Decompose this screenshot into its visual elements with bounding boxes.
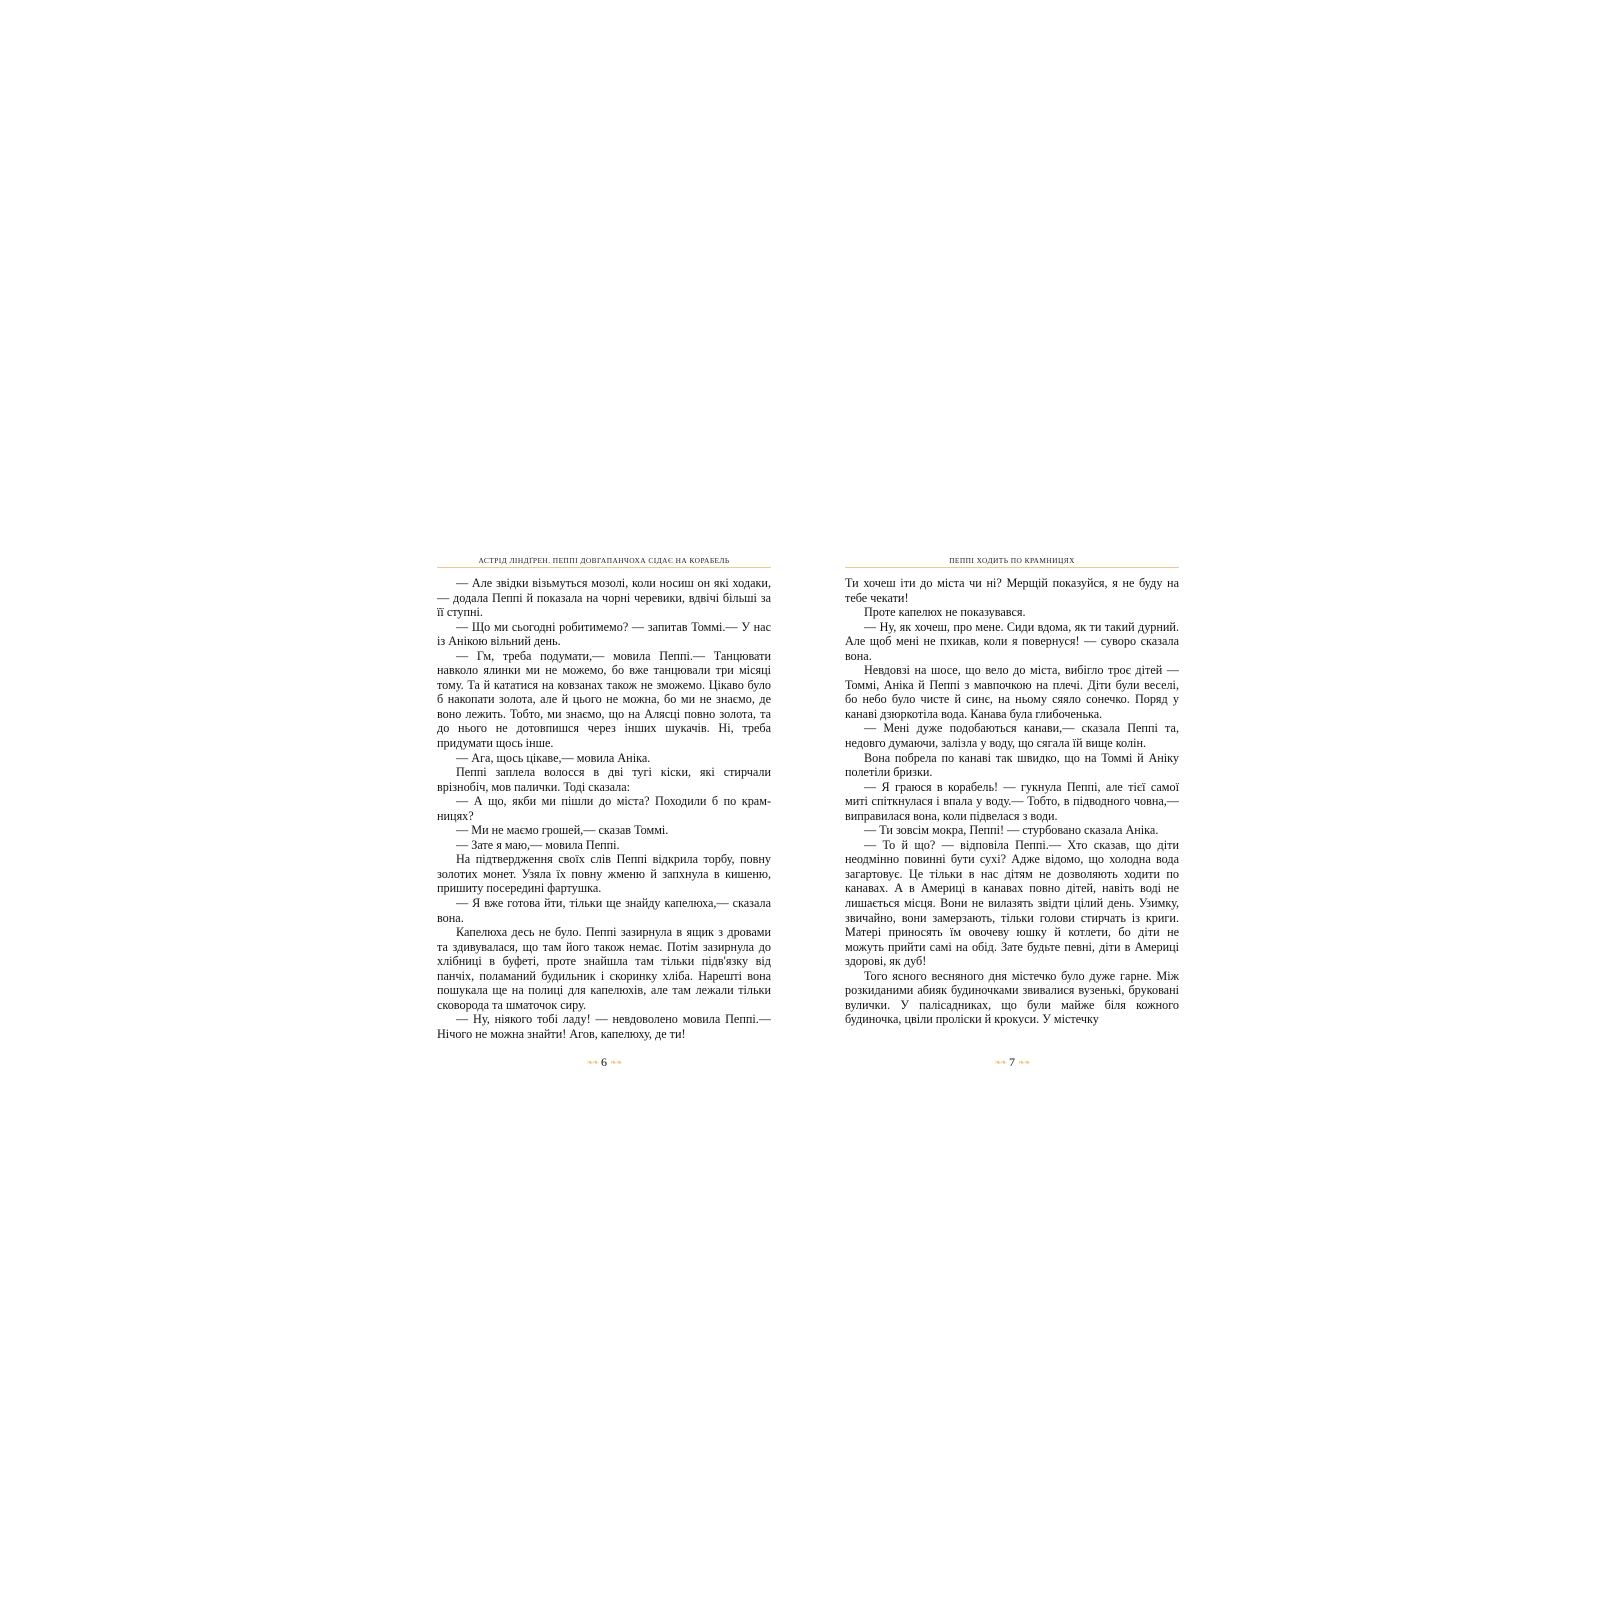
- paragraph: — Ага, щось цікаве,— мовила Аніка.: [456, 750, 651, 765]
- paragraph: — Гм, треба подумати,— мовила Пеппі.— Танцювати навколо ялинки ми не можемо, бо вже танцювали три місяці тому. Та й кататися на ковзанах також не зможемо. Цікаво було б накопати золота, але й цього не можна, бо ми не знаємо, де воно лежить. Тобто, ми знаємо, що на Алясці повно золота, та до нього не дотовпишся через інших шукачів. Ні, треба придумати щось інше.: [437, 648, 771, 751]
- paragraph: Невдовзі на шосе, що вело до міста, вибігло троє дітей — Томмі, Аніка й Пеппі з мавпочкою на плечі. Діти були веселі, бо небо було чисте й синє, на ньому сяяло сонечко. Поряд у канаві дзюркотіла вода. Канава була глибоченька.: [845, 663, 1179, 721]
- paragraph: Вона побрела по канаві так швидко, що на Томмі й Аніку полетіли бризки.: [845, 750, 1179, 780]
- body-text-right: [845, 576, 1179, 1027]
- leaf-ornament-icon: ❧❧: [610, 1058, 622, 1067]
- paragraph: Того ясного весняного дня містечко було дуже гарне. Між розкиданими абияк будиночками звивалися вузенькі, бруковані вулички. У палісадниках, що були майже біля кожного будиночка, цвіли проліски й крокуси. У містечку: [845, 968, 1179, 1027]
- paragraph: — Зате я маю,— мовила Пеппі.: [456, 837, 620, 852]
- paragraph: — Ну, як хочеш, про мене. Сиди вдома, як ти такий дурний. Але щоб мені не пхикав, коли я повернуся! — суворо сказала вона.: [845, 619, 1179, 663]
- paragraph: — Ну, ніякого тобі ладу! — невдоволено мовила Пеппі.— Нічого не можна знайти! Агов, капелюху, де ти!: [437, 1012, 771, 1041]
- paragraph: — Я граюся в корабель! — гукнула Пеппі, але тієї самої миті спіткнулася і впала у воду.— Тобто, в підводного човна,— виправилася вона, коли підвелася з води.: [845, 779, 1179, 823]
- left-page: [437, 556, 771, 1069]
- paragraph: — Що ми сьогодні робитимемо? — запитав Томмі.— У нас із Анікою вільний день.: [437, 619, 771, 649]
- paragraph: — То й що? — відповіла Пеппі.— Хто сказав, що діти неодмінно повинні бути сухі? Адже відомо, що холодна вода загартовує. Це тільки в нас дітям не дозволяють ходити по канавах. А в Америці в канавах повно дітей, навіть воді не лишається місця. Вони не вилазять звідти цілий день. Узимку, звичайно, вони замерзають, тільки голови стирчать із криги. Матері приносять їм овочеву юшку й котлети, бо діти не можуть прийти самі на обід. Зате будьте певні, діти в Америці здорові, як дуб!: [845, 837, 1179, 969]
- page-number-left: [437, 1055, 771, 1070]
- paragraph: Пеппі заплела волосся в дві тугі кіски, які стирчали врізнобіч, мов палички. Тоді сказала:: [437, 765, 771, 794]
- paragraph: Капелюха десь не було. Пеппі зазирнула в ящик з дровами та здивувалася, що там його також немає. Потім зазирнула до хлібниці в буфеті, проте знайшла там тільки підв'язку від панчіх, поламаний будильник і скоринку хліба. Нарешті вона пошукала ще на полиці для капелюхів, але там лежали тільки сковорода та шматочок сиру.: [437, 925, 771, 1012]
- leaf-ornament-icon: ❧❧: [1018, 1058, 1030, 1067]
- page-number-value: 6: [601, 1055, 607, 1069]
- paragraph: — Але звідки візьмуться мозолі, коли носиш он які ходаки,— додала Пеппі й показала на чорні черевики, вдвічі більші за її ступні.: [437, 576, 771, 620]
- running-head-left: АСТРІД ЛІНДҐРЕН. ПЕППІ ДОВГАПАНЧОХА СІДАЄ НА КОРАБЕЛЬ: [478, 556, 730, 565]
- leaf-ornament-icon: ❧❧: [994, 1058, 1006, 1067]
- head-rule-left: [437, 567, 771, 568]
- paragraph: — Ми не маємо грошей,— сказав Томмі.: [456, 823, 669, 838]
- right-page: [845, 556, 1179, 1069]
- paragraph: — Ти зовсім мокра, Пеппі! — стурбовано сказала Аніка.: [864, 823, 1159, 838]
- paragraph: На підтвердження своїх слів Пеппі відкрила торбу, повну золотих монет. Узяла їх повну жменю й запхнула в кишеню, пришиту посередині фартушка.: [437, 852, 771, 896]
- leaf-ornament-icon: ❧❧: [586, 1058, 598, 1067]
- paragraph: — Я вже готова йти, тільки ще знайду капелюха,— сказала вона.: [437, 896, 771, 925]
- head-rule-right: [845, 567, 1179, 568]
- page-number-value: 7: [1009, 1055, 1015, 1069]
- paragraph: — А що, якби ми пішли до міста? Походили б по крамницях?: [437, 794, 771, 823]
- paragraph: Ти хочеш іти до міста чи ні? Мерщій показуйся, я не буду на тебе чекати!: [845, 576, 1179, 605]
- page-number-right: [845, 1055, 1179, 1070]
- paragraph: Проте капелюх не показувався.: [864, 605, 1026, 620]
- running-head-right: ПЕППІ ХОДИТЬ ПО КРАМНИЦЯХ: [949, 556, 1075, 565]
- paragraph: — Мені дуже подобаються канави,— сказала Пеппі та, недовго думаючи, залізла у воду, що сягала їй вище колін.: [845, 721, 1179, 751]
- body-text-left: [437, 576, 771, 1042]
